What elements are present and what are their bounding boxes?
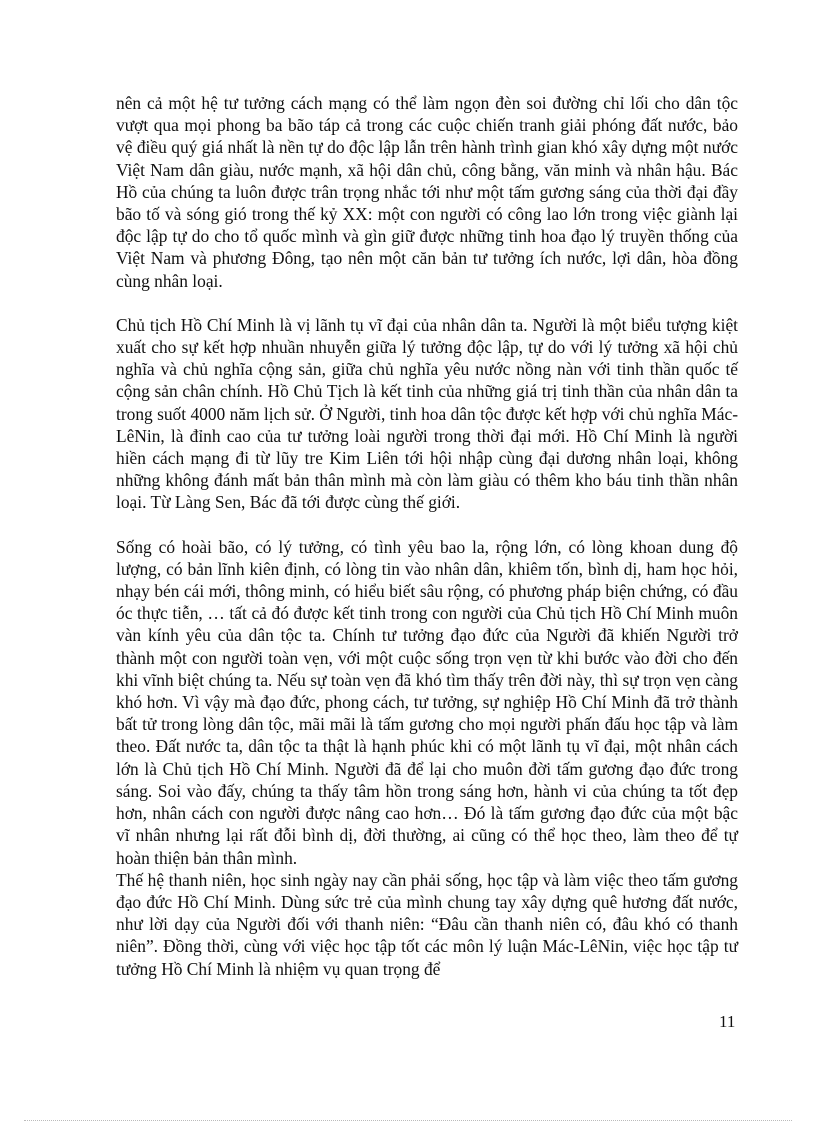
paragraph-spacer [116, 292, 738, 314]
page-number: 11 [719, 1012, 736, 1031]
paragraph-spacer [116, 514, 738, 536]
paragraph-1: nên cả một hệ tư tưởng cách mạng có thể làm ngọn đèn soi đường chỉ lối cho dân tộc vượt qua mọi phong ba bão táp cả trong các cuộc chiến tranh giải phóng đất nước, bảo vệ điều quý giá nhất là nền tự do độc lập lẫn trên hành trình gian khó xây dựng một nước Việt Nam dân giàu, nước mạnh, xã hội dân chủ, công bằng, văn minh và nhân hậu. Bác Hồ của chúng ta luôn được trân trọng nhắc tới như một tấm gương sáng của thời đại đầy bão tố và sóng gió trong thế kỷ XX: một con người có công lao lớn trong việc giành lại độc lập tự do cho tổ quốc mình và gìn giữ được những tinh hoa đạo lý truyền thống của Việt Nam và phương Đông, tạo nên một căn bản tư tưởng ích nước, lợi dân, hòa đồng cùng nhân loại. [116, 93, 738, 291]
document-body [116, 92, 738, 980]
page-bottom-divider [24, 1120, 792, 1121]
paragraph-4: Thế hệ thanh niên, học sinh ngày nay cần phải sống, học tập và làm việc theo tấm gương đạo đức Hồ Chí Minh. Dùng sức trẻ của mình chung tay xây dựng quê hương đất nước, như lời dạy của Người đối với thanh niên: “Đâu cần thanh niên có, đâu khó có thanh niên”. Đồng thời, cùng với việc học tập tốt các môn lý luận Mác-LêNin, việc học tập tư tưởng Hồ Chí Minh là nhiệm vụ quan trọng để [116, 869, 738, 979]
paragraph-2: Chủ tịch Hồ Chí Minh là vị lãnh tụ vĩ đại của nhân dân ta. Người là một biểu tượng kiệt xuất cho sự kết hợp nhuần nhuyễn giữa lý tưởng độc lập, tự do với lý tưởng xã hội chủ nghĩa và chủ nghĩa cộng sản, giữa chủ nghĩa yêu nước nồng nàn với tinh thần quốc tế cộng sản chân chính. Hồ Chủ Tịch là kết tinh của những giá trị tinh thần của nhân dân ta trong suốt 4000 năm lịch sử. Ở Người, tinh hoa dân tộc được kết hợp với chủ nghĩa Mác-LêNin, là đỉnh cao của tư tưởng loài người trong thời đại mới. Hồ Chí Minh là người hiền cách mạng đi từ lũy tre Kim Liên tới hội nhập cùng đại dương nhân loại, không những không đánh mất bản thân mình mà còn làm giàu có thêm kho báu tinh thần nhân loại. Từ Làng Sen, Bác đã tới được cùng thế giới. [116, 314, 738, 513]
paragraph-3: Sống có hoài bão, có lý tưởng, có tình yêu bao la, rộng lớn, có lòng khoan dung độ lượng, có bản lĩnh kiên định, có lòng tin vào nhân dân, khiêm tốn, bình dị, ham học hỏi, nhạy bén cái mới, thông minh, có hiểu biết sâu rộng, có phương pháp biện chứng, có đầu óc thực tiễn, … tất cả đó được kết tinh trong con người của Chủ tịch Hồ Chí Minh muôn vàn kính yêu của dân tộc ta. Chính tư tưởng đạo đức của Người đã khiến Người trở thành một con người toàn vẹn, với một cuộc sống trọn vẹn từ khi bước vào đời cho đến khi vĩnh biệt chúng ta. Nếu sự toàn vẹn đã khó tìm thấy trên đời này, thì sự trọn vẹn càng khó hơn. Vì vậy mà đạo đức, phong cách, tư tưởng, sự nghiệp Hồ Chí Minh đã trở thành bất tử trong lòng dân tộc, mãi mãi là tấm gương cho mọi người phấn đấu học tập và làm theo. Đất nước ta, dân tộc ta thật là hạnh phúc khi có một lãnh tụ vĩ đại, một nhân cách lớn là Chủ tịch Hồ Chí Minh. Người đã để lại cho muôn đời tấm gương đạo đức trong sáng. Soi vào đấy, chúng ta thấy tâm hồn trong sáng hơn, hành vi của chúng ta tốt đẹp hơn, nhân cách con người được nâng cao hơn… Đó là tấm gương đạo đức của một bậc vĩ nhân nhưng lại rất đỗi bình dị, đời thường, ai cũng có thể học theo, làm theo để tự hoàn thiện bản thân mình. [116, 536, 738, 868]
